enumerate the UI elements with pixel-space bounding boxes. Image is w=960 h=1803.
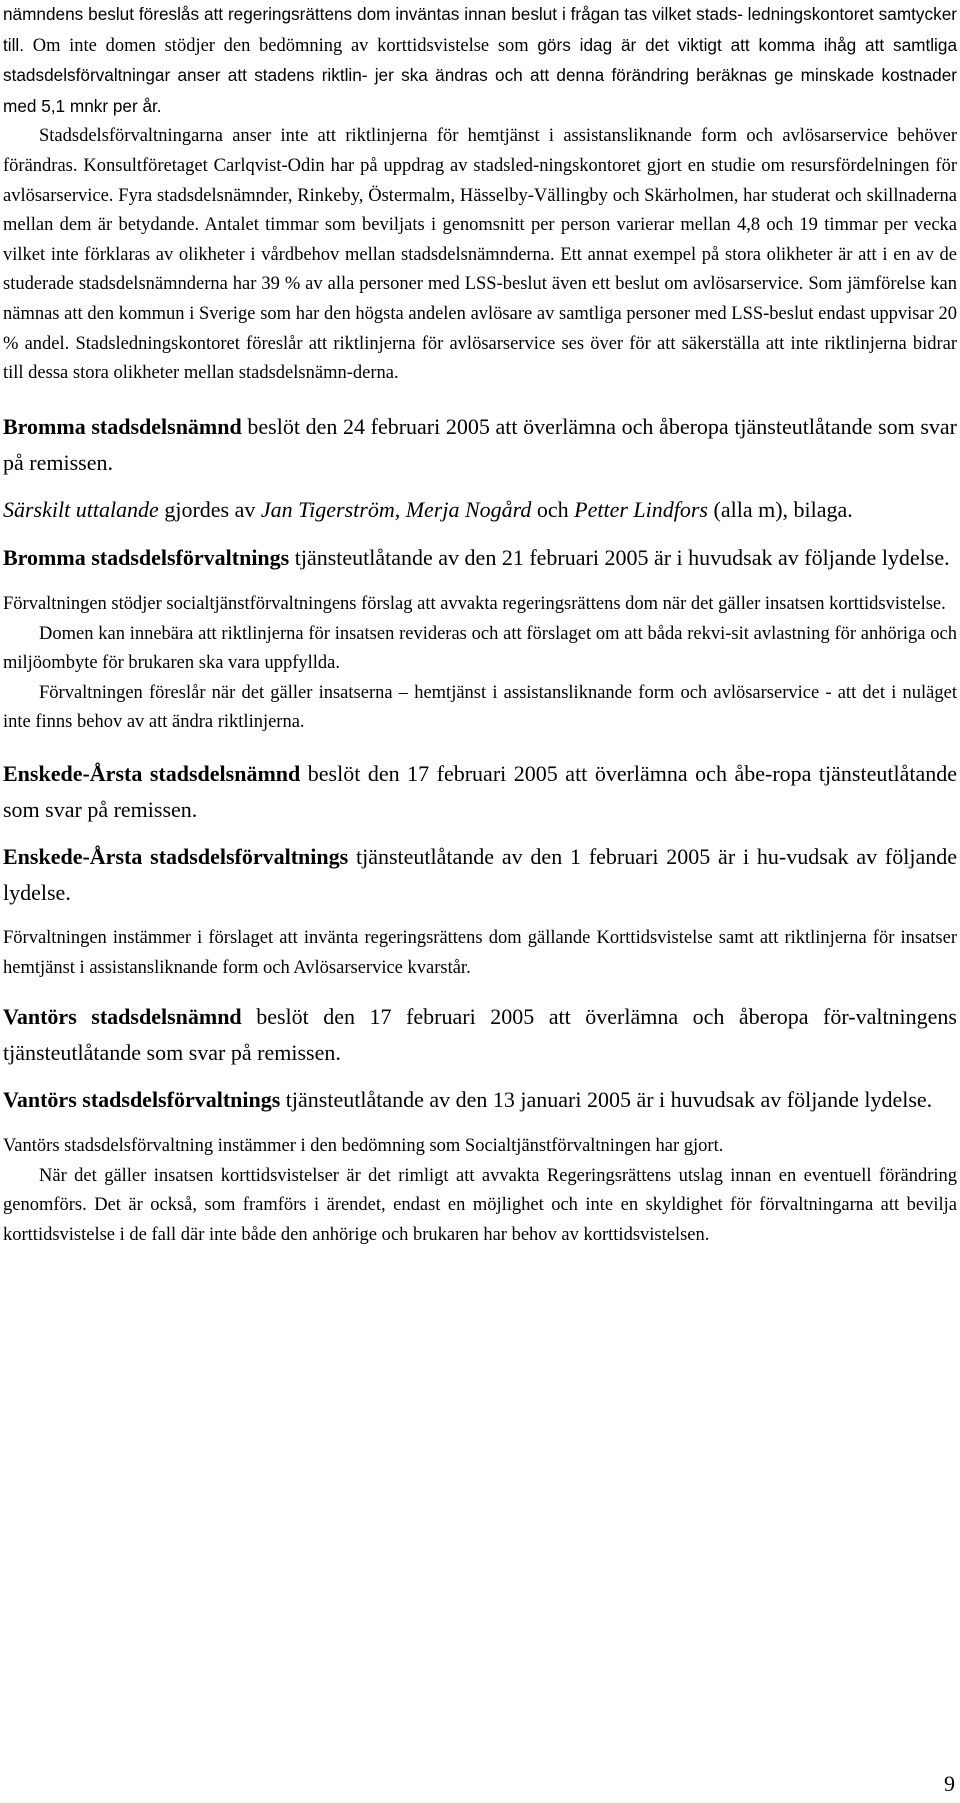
intro-line-3: görs idag är det viktigt att komma ihåg att samtliga stadsdelsförvaltningar anser att stadens riktlin- [3, 34, 957, 86]
intro-paragraph-1 [3, 0, 957, 122]
intro-para-2d: Antalet timmar som beviljats i genomsnitt per person varierar mellan 4,8 och 19 timmar per vecka vilket inte förklaras av olikheter i vårdbehov mellan stadsdelsnämnderna. [3, 215, 957, 265]
vantor-forv-intro [3, 1082, 957, 1118]
intro-para-2c: Fyra stadsdelsnämnder, Rinkeby, Östermalm, Hässelby-Vällingby och Skärholmen, har studerat och skillnaderna mellan dem är betydande. [3, 185, 957, 236]
vantor-body-p1: Vantörs stadsdelsförvaltning instämmer i den bedömning som Socialtjänstförvaltningen har gjort. [3, 1136, 724, 1156]
vantor-namnd-decision [3, 999, 957, 1070]
intro-para-2e: Ett annat exempel på stora olikheter är att i en av de studerade stadsdelsnämnderna har 39 % av alla personer med LSS-beslut även ett beslut om avlösarservice. [3, 244, 957, 295]
enskede-forv-text: tjänsteutlåtande av den 1 februari 2005 är i hu-vudsak av följande lydelse. [3, 844, 957, 905]
enskede-forv-intro [3, 839, 957, 910]
sarskilt-text-3: (alla m), bilaga. [708, 497, 853, 522]
sarskilt-label: Särskilt uttalande [3, 497, 159, 522]
sarskilt-names-2: Petter Lindfors [574, 497, 708, 522]
vantor-namnd-text: beslöt den 17 februari 2005 att överlämna och åberopa för-valtningens tjänsteutlåtande som svar på remissen. [3, 1004, 957, 1065]
intro-section [3, 0, 957, 389]
bromma-body [3, 590, 957, 738]
bromma-body-p3: Förvaltningen föreslår när det gäller insatserna – hemtjänst i assistansliknande form och avlösarservice - att det i nuläget inte finns behov av att ändra riktlinjerna. [3, 682, 957, 733]
bromma-namnd-decision [3, 409, 957, 480]
intro-paragraph-2 [3, 122, 957, 388]
intro-line-2: ledningskontoret samtycker till. [3, 4, 957, 55]
bromma-forv-heading: Bromma stadsdelsförvaltnings [3, 545, 290, 570]
bromma-forv-intro [3, 540, 957, 576]
bromma-namnd-heading: Bromma stadsdelsnämnd [3, 414, 242, 439]
bromma-namnd-text: beslöt den 24 februari 2005 att överlämna och åberopa tjänsteutlåtande som svar på remissen. [3, 414, 957, 475]
enskede-namnd-text: beslöt den 17 februari 2005 att överlämna och åbe-ropa tjänsteutlåtande som svar på remissen. [3, 761, 957, 822]
intro-para-2f: Som jämförelse kan nämnas att den kommun i Sverige som har den högsta andelen avlösare av samtliga personer med LSS-beslut endast uppvisar 20 % andel. [3, 274, 958, 354]
vantor-body [3, 1132, 957, 1250]
bromma-body-p2: Domen kan innebära att riktlinjerna för insatsen revideras och att förslaget om att båda rekvi-sit avlastning för anhöriga och miljöombyte för brukaren ska vara uppfyllda. [3, 623, 957, 674]
vantor-namnd-heading: Vantörs stadsdelsnämnd [3, 1004, 242, 1029]
intro-line-4: jer ska ändras och att denna förändring beräknas ge minskade kostnader med 5,1 mnkr per år. [3, 65, 957, 116]
sarskilt-text-1: gjordes av [158, 497, 261, 522]
intro-para-2b: Konsultföretaget Carlqvist-Odin har på uppdrag av stadsled-ningskontoret gjort en studie om resursfördelningen för avlösarservice. [3, 155, 957, 206]
intro-serif-fragment: Om inte domen stödjer den bedömning av korttidsvistelse som [24, 35, 529, 56]
intro-line-1: nämndens beslut föreslås att regeringsrättens dom inväntas innan beslut i frågan tas vilket stads- [3, 4, 743, 24]
bromma-forv-text: tjänsteutlåtande av den 21 februari 2005 är i huvudsak av följande lydelse. [289, 545, 950, 570]
enskede-namnd-heading: Enskede-Årsta stadsdelsnämnd [3, 761, 301, 786]
vantor-body-p2: När det gäller insatsen korttidsvistelser är det rimligt att avvakta Regeringsrättens utslag innan en eventuell förändring genomförs. Det är också, som framförs i ärendet, endast en möjlighet och inte en skyldighet för förvaltningarna att bevilja korttidsvistelse i de fall där inte både den anhörige och brukaren har behov av korttidsvistelsen. [3, 1165, 957, 1245]
bromma-body-p1: Förvaltningen stödjer socialtjänstförvaltningens förslag att avvakta regeringsrättens dom när det gäller insatsen korttidsvistelse. [3, 594, 946, 614]
vantor-forv-text: tjänsteutlåtande av den 13 januari 2005 är i huvudsak av följande lydelse. [280, 1087, 933, 1112]
intro-para-2a: Stadsdelsförvaltningarna anser inte att riktlinjerna för hemtjänst i assistansliknande form och avlösarservice behöver förändras. [3, 126, 957, 176]
enskede-namnd-decision [3, 756, 957, 827]
sarskilt-text-2: och [531, 497, 575, 522]
sarskilt-uttalande [3, 492, 957, 528]
vantor-forv-heading: Vantörs stadsdelsförvaltnings [3, 1087, 281, 1112]
sarskilt-names-1: Jan Tigerström, Merja Nogård [260, 497, 532, 522]
enskede-body-p1: Förvaltningen instämmer i förslaget att invänta regeringsrättens dom gällande Korttidsvistelse samt att riktlinjerna för insatser hemtjänst i assistansliknande form och Avlösarservice kvarstår. [3, 928, 957, 978]
page-number: 9 [944, 1771, 955, 1796]
enskede-forv-heading: Enskede-Årsta stadsdelsförvaltnings [3, 844, 349, 869]
intro-para-2g: Stadsledningskontoret föreslår att riktlinjerna för avlösarservice ses över för att säkerställa att inte riktlinjerna bidrar till dessa stora olikheter mellan stadsdelsnämn-derna. [3, 333, 958, 384]
